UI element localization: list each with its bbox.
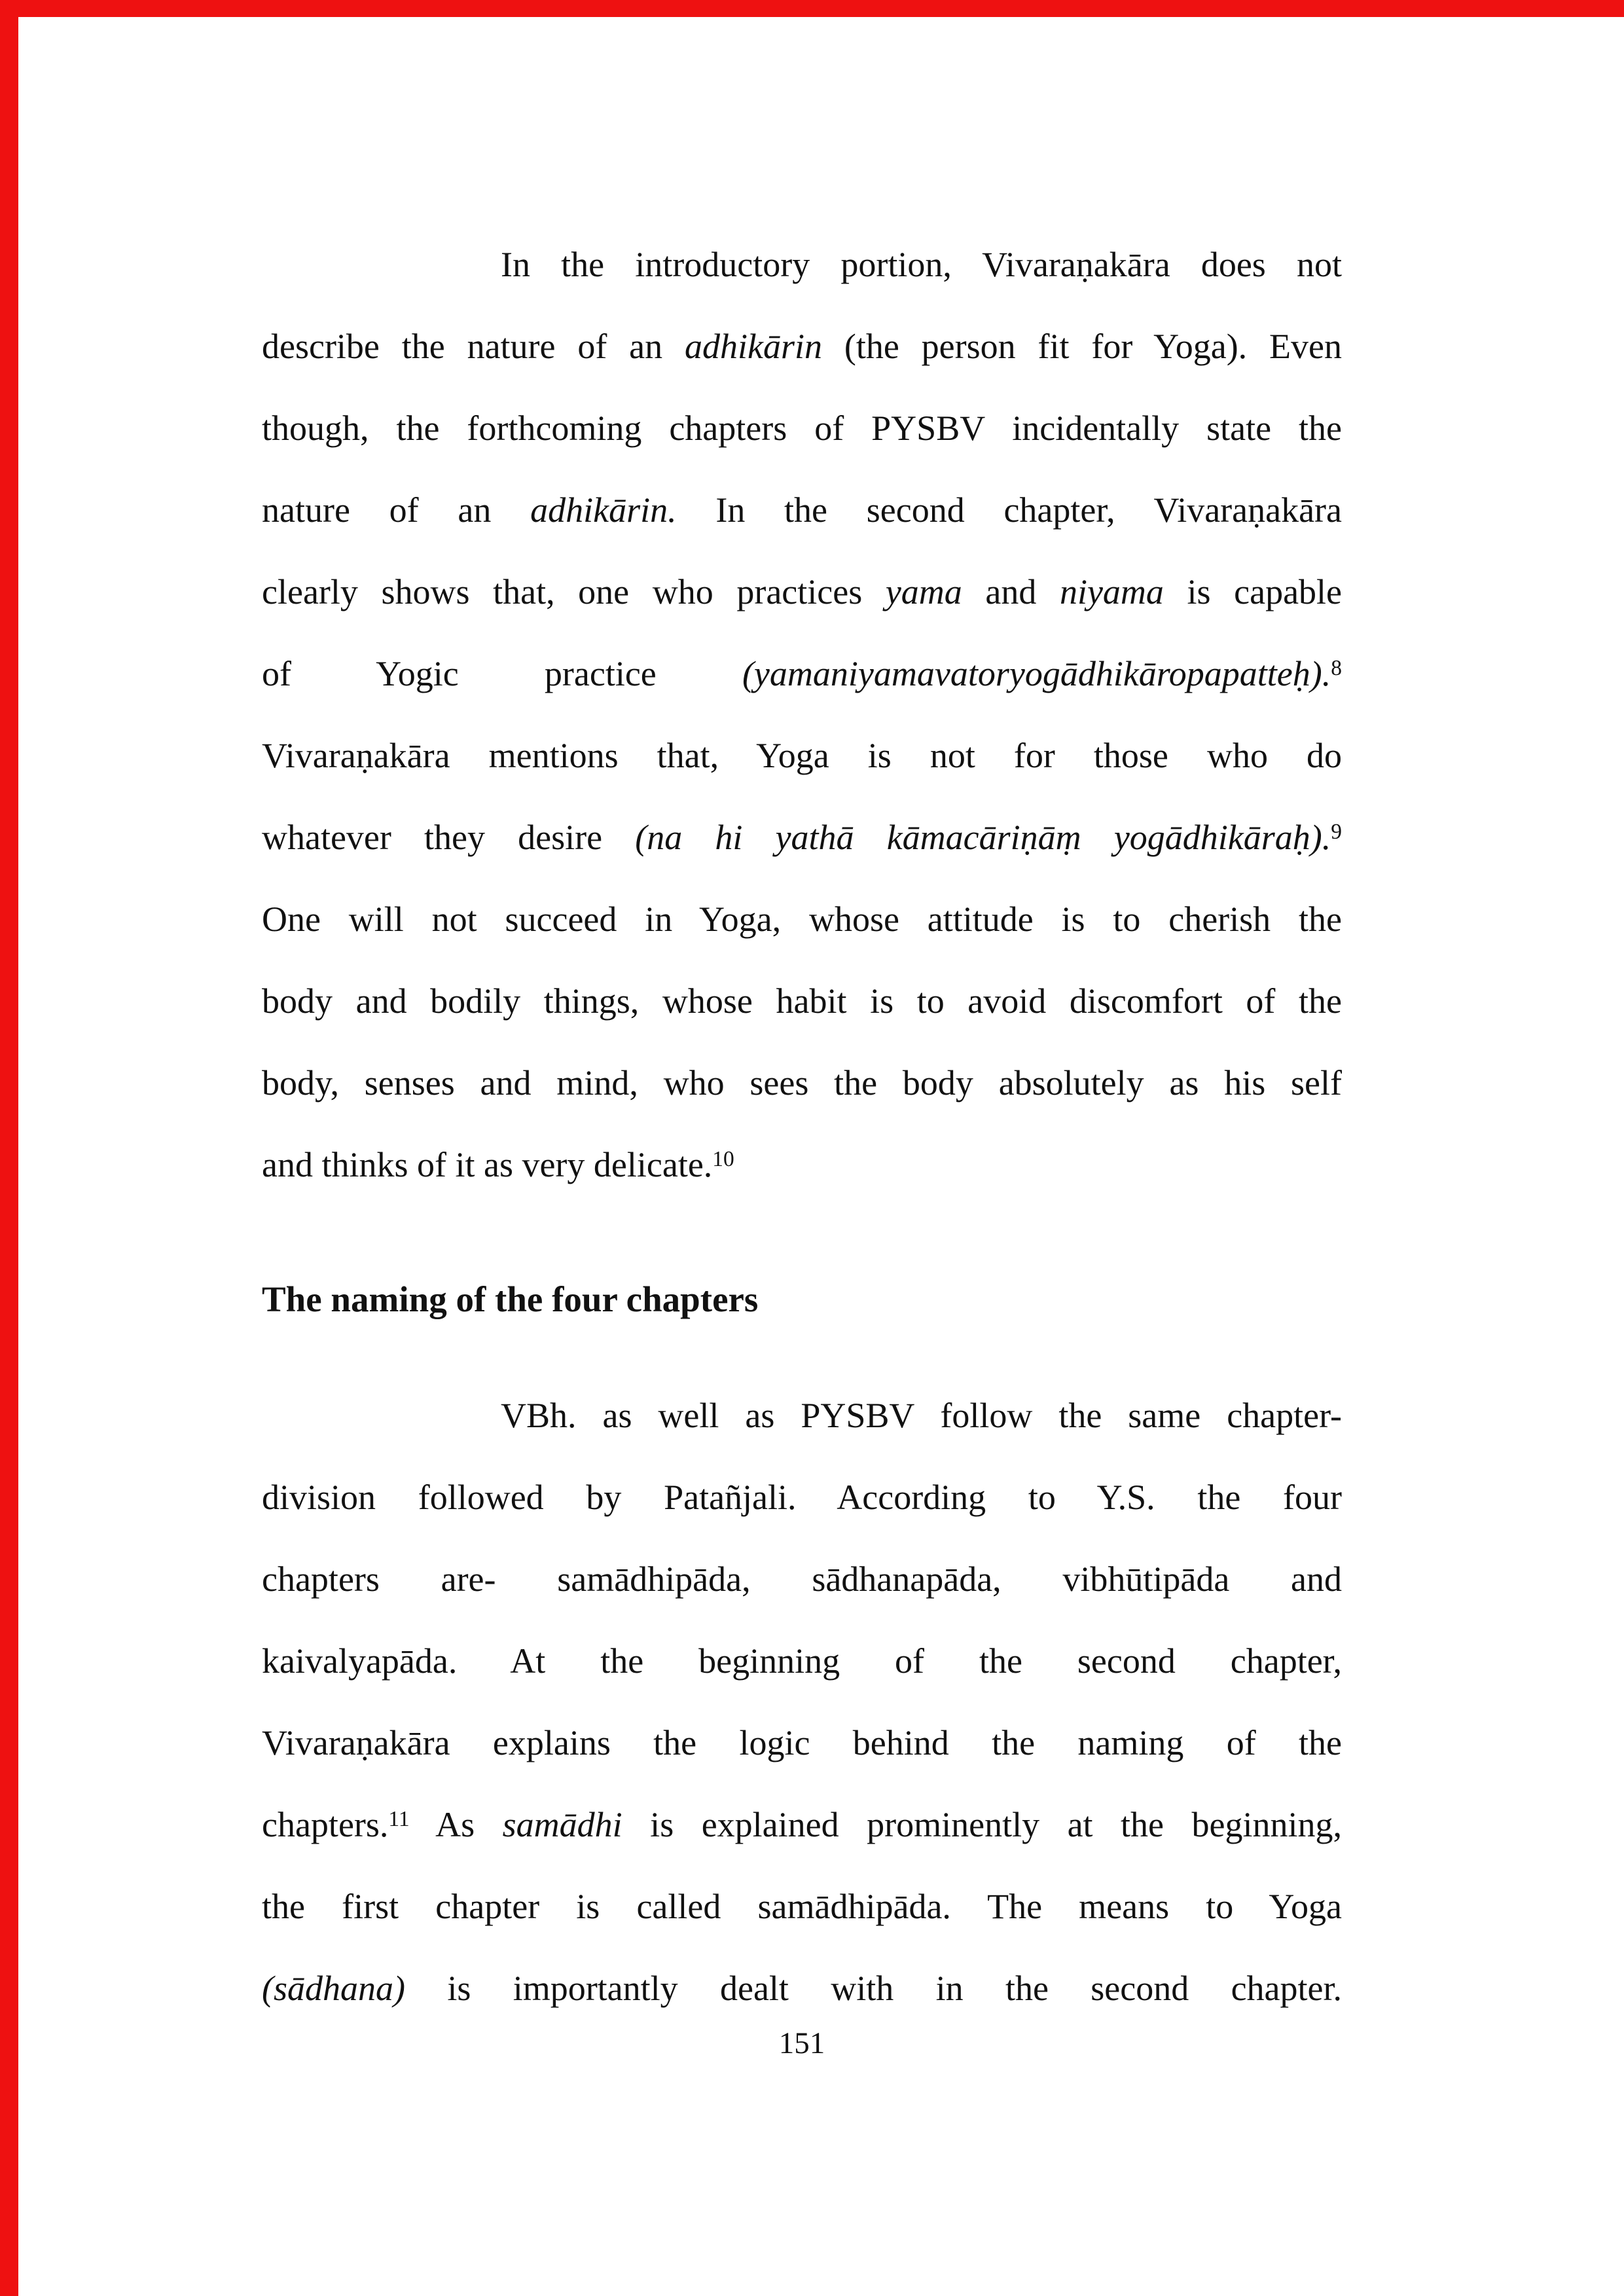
text-run: body, senses and mind, who sees the body absolutely as his self <box>262 1063 1342 1102</box>
sanskrit-quote: (yamaniyamavatoryogādhikāropapatteḥ). <box>742 654 1331 693</box>
text-run: chapters. <box>262 1805 389 1844</box>
text-run: and <box>962 572 1060 611</box>
text-line <box>262 1457 1342 1539</box>
footnote-ref-11: 11 <box>388 1806 410 1831</box>
text-run: though, the forthcoming chapters of PYSBV incidentally state the <box>262 409 1342 448</box>
text-run: is explained prominently at the beginning, <box>622 1805 1342 1844</box>
text-run: Vivaraṇakāra explains the logic behind the naming of the <box>262 1723 1342 1762</box>
text-run: chapters are- samādhipāda, sādhanapāda, vibhūtipāda and <box>262 1559 1342 1599</box>
text-run: One will not succeed in Yoga, whose attitude is to cherish the <box>262 900 1342 939</box>
text-line <box>262 224 1342 306</box>
text-run: body and bodily things, whose habit is to avoid discomfort of the <box>262 981 1342 1021</box>
text-run: In the introductory portion, Vivaraṇakāra does not <box>501 245 1342 284</box>
text-run: describe the nature of an <box>262 327 685 366</box>
paragraph-2 <box>262 1375 1342 2030</box>
text-line <box>262 1620 1342 1702</box>
text-run: VBh. as well as PYSBV follow the same chapter- <box>501 1396 1342 1435</box>
text-run: Vivaraṇakāra mentions that, Yoga is not for those who do <box>262 736 1342 775</box>
text-line <box>262 879 1342 960</box>
footnote-ref-10: 10 <box>712 1146 734 1171</box>
scan-edge-left <box>0 0 18 2296</box>
italic-term: (sādhana) <box>262 1969 405 2008</box>
text-run: kaivalyapāda. At the beginning of the second chapter, <box>262 1641 1342 1681</box>
italic-term: yama <box>885 572 962 611</box>
text-run: clearly shows that, one who practices <box>262 572 886 611</box>
text-line <box>262 1866 1342 1948</box>
text-line <box>262 1042 1342 1124</box>
text-line <box>262 960 1342 1042</box>
text-line <box>262 551 1342 633</box>
text-line <box>262 306 1342 388</box>
text-line <box>262 469 1342 551</box>
text-run: and thinks of it as very delicate. <box>262 1145 713 1184</box>
text-run: As <box>409 1805 503 1844</box>
italic-term: samādhi <box>502 1805 623 1844</box>
text-run: nature of an <box>262 490 531 530</box>
text-line <box>262 1539 1342 1620</box>
text-line <box>262 388 1342 469</box>
italic-term: adhikārin <box>685 327 823 366</box>
paragraph-1 <box>262 224 1342 1206</box>
heading-line <box>262 1258 1342 1340</box>
text-run: division followed by Patañjali. According to Y.S. the four <box>262 1478 1342 1517</box>
text-run: of Yogic practice <box>262 654 742 693</box>
text-run: is capable <box>1163 572 1343 611</box>
scan-edge-top <box>0 0 1624 17</box>
page-number: 151 <box>778 2026 825 2060</box>
text-line <box>262 1702 1342 1784</box>
text-run: In the second chapter, Vivaraṇakāra <box>676 490 1342 530</box>
text-line <box>262 1948 1342 2030</box>
text-run: the first chapter is called samādhipāda. The means to Yoga <box>262 1887 1342 1926</box>
text-run: (the person fit for Yoga). Even <box>822 327 1342 366</box>
sanskrit-quote: (na hi yathā kāmacāriṇāṃ yogādhikāraḥ). <box>635 818 1331 857</box>
text-line <box>262 797 1342 879</box>
footnote-ref-8: 8 <box>1331 655 1342 680</box>
text-line <box>262 1375 1342 1457</box>
heading-text: The naming of the four chapters <box>262 1279 759 1319</box>
text-run: whatever they desire <box>262 818 636 857</box>
text-line <box>262 715 1342 797</box>
italic-term: niyama <box>1059 572 1164 611</box>
italic-term: adhikārin. <box>530 490 677 530</box>
footnote-ref-9: 9 <box>1331 819 1342 844</box>
section-heading <box>262 1258 1342 1340</box>
text-line <box>262 1784 1342 1866</box>
text-line <box>262 633 1342 715</box>
text-run: is importantly dealt with in the second chapter. <box>405 1969 1342 2008</box>
text-line <box>262 1124 1342 1206</box>
